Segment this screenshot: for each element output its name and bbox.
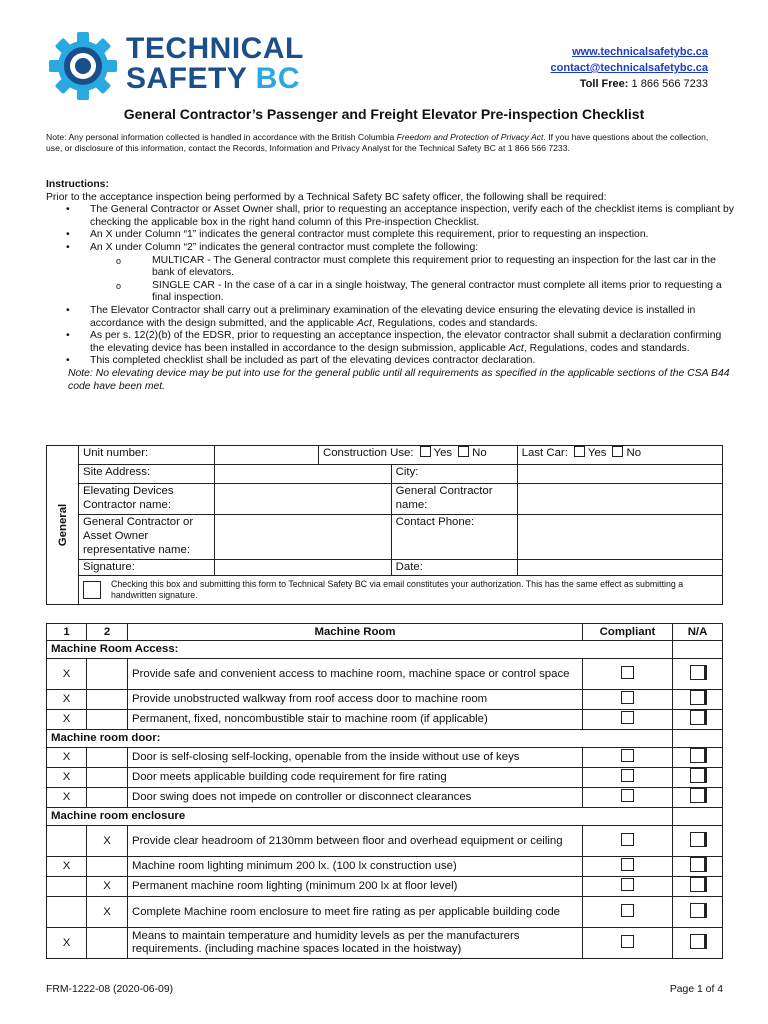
page-footer (46, 984, 723, 995)
instruction-subitem-single-car: o SINGLE CAR - In the case of a car in a single hoistway, The general contractor must complete all items prior to requesting a final inspection. (90, 280, 736, 305)
compliant-checkbox[interactable] (621, 769, 634, 782)
instruction-item: • An X under Column “1” indicates the general contractor must complete this requirement, prior to requesting an inspection. (46, 229, 736, 242)
city-field[interactable] (517, 465, 722, 484)
compliant-checkbox[interactable] (621, 833, 634, 846)
na-checkbox[interactable] (690, 665, 705, 680)
instructions-list (46, 204, 736, 368)
compliant-checkbox[interactable] (621, 789, 634, 802)
na-checkbox[interactable] (690, 934, 705, 949)
instructions-intro: Prior to the acceptance inspection being performed by a Technical Safety BC safety officer, the following shall be required: (46, 191, 607, 203)
compliant-checkbox[interactable] (621, 711, 634, 724)
col1-mark: X (47, 748, 87, 768)
col2-mark (87, 748, 128, 768)
form-id: FRM-1222-08 (2020-06-09) (46, 984, 174, 995)
authorization-checkbox[interactable] (83, 581, 101, 599)
table-row (47, 748, 723, 768)
compliant-checkbox[interactable] (621, 904, 634, 917)
col1-mark: X (47, 788, 87, 808)
gc-name-field[interactable] (517, 484, 722, 515)
general-side-label: General (47, 446, 79, 605)
table-header-row (47, 624, 723, 641)
col2-mark: X (87, 826, 128, 857)
compliant-checkbox[interactable] (621, 858, 634, 871)
requirement-text: Door swing does not impede on controller or disconnect clearances (128, 788, 583, 808)
instruction-item: • The Elevator Contractor shall carry out a preliminary examination of the elevating device ensuring the elevating device is installed in accordance with the design submitted, and the applicable Act, Regulations, codes and standards. (46, 305, 736, 330)
instructions-heading: Instructions: (46, 179, 109, 190)
section-row (47, 730, 723, 748)
col2-mark (87, 768, 128, 788)
requirement-text: Permanent machine room lighting (minimum 200 lx at floor level) (128, 877, 583, 897)
authorization-text: Checking this box and submitting this form to Technical Safety BC via email constitutes your authorization. This has the same effect as submitting a handwritten signature. (111, 579, 684, 600)
section-row (47, 808, 723, 826)
requirement-text: Door is self-closing self-locking, openable from the inside without use of keys (128, 748, 583, 768)
table-row (47, 659, 723, 690)
requirement-text: Complete Machine room enclosure to meet fire rating as per applicable building code (128, 897, 583, 928)
table-row (47, 897, 723, 928)
na-checkbox[interactable] (690, 877, 705, 892)
construction-yes-checkbox[interactable] (420, 446, 431, 457)
instructions (46, 179, 736, 393)
last-car-yes-checkbox[interactable] (574, 446, 585, 457)
rep-name-label: General Contractor or Asset Owner representative name: (79, 515, 215, 560)
privacy-note: Note: Any personal information collected is handled in accordance with the British Columbia Freedom and Protection of Privacy Act. If you have questions about the collection, use, or disclosure of this information, contact the Records, Information and Privacy Analyst for the Technical Safety BC at 1 866 566 7233. (46, 132, 709, 153)
instruction-item: • An X under Column “2” indicates the general contractor must complete the following: (46, 242, 736, 255)
requirement-text: Provide clear headroom of 2130mm between floor and overhead equipment or ceiling (128, 826, 583, 857)
col2-mark (87, 857, 128, 877)
gear-icon (46, 30, 120, 102)
table-row (47, 690, 723, 710)
site-address-field[interactable] (215, 465, 392, 484)
date-field[interactable] (517, 560, 722, 576)
construction-no-checkbox[interactable] (458, 446, 469, 457)
na-checkbox[interactable] (690, 748, 705, 763)
privacy-act-name: Freedom and Protection of Privacy Act (396, 132, 544, 142)
na-header: N/A (673, 624, 723, 641)
gc-name-label: General Contractor name: (391, 484, 517, 515)
signature-label: Signature: (79, 560, 215, 576)
col1-mark: X (47, 710, 87, 730)
col2-mark (87, 659, 128, 690)
page-title: General Contractor’s Passenger and Freight Elevator Pre-inspection Checklist (123, 106, 645, 122)
instruction-subitem-multicar: o MULTICAR - The General contractor must complete this requirement prior to requesting an inspection for the last car in the bank of elevators. (90, 255, 736, 280)
logo-bc: BC (255, 62, 300, 95)
col1-mark (47, 877, 87, 897)
email-link[interactable]: contact@technicalsafetybc.ca (550, 62, 708, 74)
instruction-item: • As per s. 12(2)(b) of the EDSR, prior to requesting an acceptance inspection, the elevator contractor shall submit a declaration confirming the elevating device has been installed in accordance to the design submission, applicable Act, Regulations, codes and standards. (46, 330, 736, 355)
table-row (47, 788, 723, 808)
construction-use: Construction Use: Yes No (319, 446, 518, 465)
na-checkbox[interactable] (690, 768, 705, 783)
unit-number-label: Unit number: (79, 446, 215, 465)
col2-mark (87, 928, 128, 959)
date-label: Date: (391, 560, 517, 576)
col2-mark (87, 788, 128, 808)
section-title: Machine room door: (47, 730, 673, 748)
rep-name-field[interactable] (215, 515, 392, 560)
col2-mark: X (87, 877, 128, 897)
requirement-text: Machine room lighting minimum 200 lx. (100 lx construction use) (128, 857, 583, 877)
na-checkbox[interactable] (690, 690, 705, 705)
edc-name-field[interactable] (215, 484, 392, 515)
technical-safety-bc-logo (46, 30, 304, 102)
site-address-label: Site Address: (79, 465, 215, 484)
contact-block (551, 44, 708, 92)
na-checkbox[interactable] (690, 710, 705, 725)
toll-free: Toll Free: 1 866 566 7233 (579, 78, 708, 90)
requirement-text: Permanent, fixed, noncombustible stair to machine room (if applicable) (128, 710, 583, 730)
instruction-item: • This completed checklist shall be included as part of the elevating devices contractor declaration. (46, 355, 736, 368)
logo-line-technical: TECHNICAL (126, 32, 304, 65)
na-checkbox[interactable] (690, 903, 705, 918)
compliant-checkbox[interactable] (621, 878, 634, 891)
col2-mark (87, 710, 128, 730)
section-title: Machine room enclosure (47, 808, 673, 826)
col2-mark: X (87, 897, 128, 928)
na-checkbox[interactable] (690, 788, 705, 803)
col2-mark (87, 690, 128, 710)
machine-room-table (46, 623, 723, 959)
page-number: Page 1 of 4 (669, 984, 723, 995)
section-title: Machine Room Access: (47, 641, 673, 659)
website-link[interactable]: www.technicalsafetybc.ca (572, 46, 708, 58)
requirement-text: Means to maintain temperature and humidity levels as per the manufacturers requirements. (including machine spaces located in the hoistway) (128, 928, 583, 959)
logo-line-safety: SAFETY BC (126, 62, 300, 95)
signature-field[interactable] (215, 560, 392, 576)
city-label: City: (391, 465, 517, 484)
table-row (47, 857, 723, 877)
contact-phone-field[interactable] (517, 515, 722, 560)
table-row (47, 710, 723, 730)
compliant-checkbox[interactable] (621, 749, 634, 762)
column-1-header: 1 (47, 624, 87, 641)
table-row (47, 877, 723, 897)
unit-number-field[interactable] (215, 446, 319, 465)
col1-mark: X (47, 768, 87, 788)
authorization-row (79, 576, 723, 605)
compliant-header: Compliant (583, 624, 673, 641)
col1-mark (47, 897, 87, 928)
column-2-header: 2 (87, 624, 128, 641)
table-row (47, 768, 723, 788)
col1-mark: X (47, 659, 87, 690)
na-checkbox[interactable] (690, 832, 705, 847)
requirement-text: Provide unobstructed walkway from roof access door to machine room (128, 690, 583, 710)
compliant-checkbox[interactable] (621, 935, 634, 948)
table-row (47, 826, 723, 857)
logo-wordmark (126, 34, 304, 94)
col1-mark (47, 826, 87, 857)
edc-name-label: Elevating Devices Contractor name: (79, 484, 215, 515)
col1-mark: X (47, 690, 87, 710)
table-row (47, 928, 723, 959)
instructions-final-note: Note: No elevating device may be put into use for the general public until all requirements as specified in the applicable sections of the CSA B44 code have been met. (68, 367, 730, 392)
last-car: Last Car: Yes No (517, 446, 722, 465)
section-row (47, 641, 723, 659)
instruction-item: • The General Contractor or Asset Owner shall, prior to requesting an acceptance inspection, verify each of the checklist items is compliant by checking the applicable box in the right hand column of this Pre-inspection Checklist. (46, 204, 736, 229)
machine-room-header: Machine Room (128, 624, 583, 641)
requirement-text: Door meets applicable building code requirement for fire rating (128, 768, 583, 788)
compliant-checkbox[interactable] (621, 691, 634, 704)
compliant-checkbox[interactable] (621, 666, 634, 679)
toll-free-number: 1 866 566 7233 (631, 78, 708, 90)
contact-phone-label: Contact Phone: (391, 515, 517, 560)
page-header (0, 0, 768, 100)
na-checkbox[interactable] (690, 857, 705, 872)
requirement-text: Provide safe and convenient access to machine room, machine space or control space (128, 659, 583, 690)
col1-mark: X (47, 928, 87, 959)
last-car-no-checkbox[interactable] (612, 446, 623, 457)
col1-mark: X (47, 857, 87, 877)
general-info-table (46, 445, 723, 605)
